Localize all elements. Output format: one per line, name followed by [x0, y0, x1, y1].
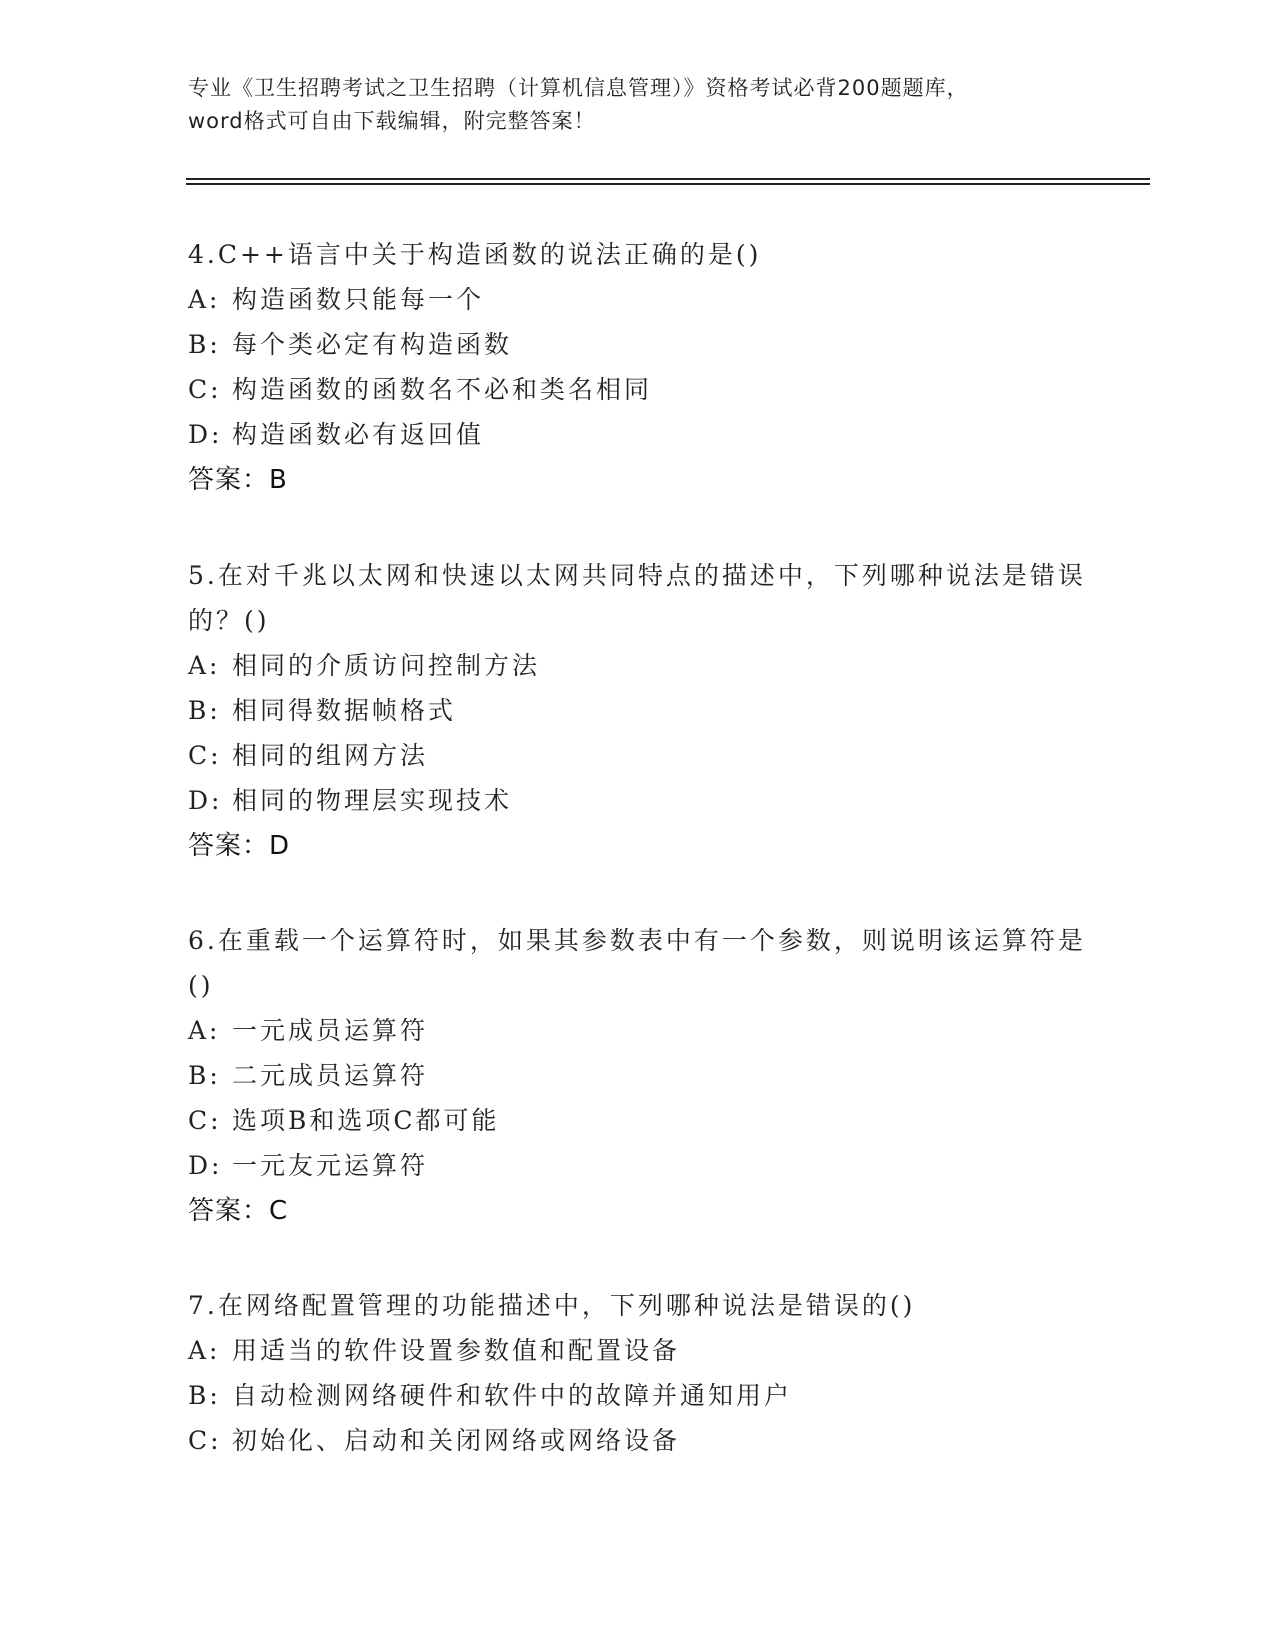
header-line-2: word格式可自由下载编辑，附完整答案！: [188, 109, 596, 133]
question-stem: 7.在网络配置管理的功能描述中，下列哪种说法是错误的(): [188, 1291, 916, 1320]
option-text: 相同得数据帧格式: [232, 696, 457, 725]
option-text: 选项B和选项C都可能: [232, 1106, 500, 1135]
option-text: 构造函数只能每一个: [232, 285, 485, 314]
option-c: [188, 1418, 1088, 1463]
document-header: [188, 72, 1148, 138]
option-letter: A:: [188, 651, 221, 680]
option-text: 二元成员运算符: [232, 1061, 429, 1090]
option-text: 一元成员运算符: [232, 1016, 429, 1045]
option-letter: C:: [188, 375, 222, 404]
header-divider-bottom: [186, 183, 1150, 185]
option-b: [188, 1053, 1088, 1098]
option-text: 自动检测网络硬件和软件中的故障并通知用户: [232, 1381, 793, 1410]
option-text: 初始化、启动和关闭网络或网络设备: [232, 1426, 681, 1455]
option-text: 构造函数必有返回值: [232, 420, 485, 449]
question-stem: 5.在对千兆以太网和快速以太网共同特点的描述中，下列哪种说法是错误的？(): [188, 561, 1086, 635]
option-d: [188, 1143, 1088, 1188]
option-letter: A:: [188, 1016, 221, 1045]
header-line-1: 专业《卫生招聘考试之卫生招聘（计算机信息管理）》资格考试必背200题题库，: [188, 76, 969, 100]
option-d: [188, 778, 1088, 823]
option-b: [188, 322, 1088, 367]
option-letter: D:: [188, 786, 223, 815]
answer-label: 答案：D: [188, 831, 291, 861]
option-letter: D:: [188, 1151, 223, 1180]
option-text: 相同的物理层实现技术: [232, 786, 513, 815]
option-a: [188, 643, 1088, 688]
option-letter: C:: [188, 1106, 222, 1135]
question-7: [188, 1283, 1088, 1463]
option-letter: B:: [188, 1381, 221, 1410]
question-stem: 6.在重载一个运算符时，如果其参数表中有一个参数，则说明该运算符是(): [188, 926, 1086, 1000]
question-4: [188, 232, 1088, 503]
option-letter: D:: [188, 420, 223, 449]
option-text: 一元友元运算符: [232, 1151, 429, 1180]
option-letter: B:: [188, 696, 221, 725]
option-text: 相同的组网方法: [232, 741, 429, 770]
option-b: [188, 688, 1088, 733]
option-a: [188, 1008, 1088, 1053]
option-text: 用适当的软件设置参数值和配置设备: [232, 1336, 681, 1365]
option-letter: B:: [188, 1061, 221, 1090]
option-c: [188, 367, 1088, 412]
option-c: [188, 733, 1088, 778]
option-b: [188, 1373, 1088, 1418]
option-a: [188, 1328, 1088, 1373]
option-text: 每个类必定有构造函数: [232, 330, 513, 359]
option-text: 相同的介质访问控制方法: [232, 651, 541, 680]
question-6: [188, 918, 1088, 1234]
option-letter: A:: [188, 285, 221, 314]
option-letter: A:: [188, 1336, 221, 1365]
header-divider-top: [186, 178, 1150, 180]
question-stem: 4.C++语言中关于构造函数的说法正确的是(): [188, 240, 762, 269]
answer-label: 答案：C: [188, 1196, 289, 1226]
option-c: [188, 1098, 1088, 1143]
option-a: [188, 277, 1088, 322]
option-letter: B:: [188, 330, 221, 359]
option-text: 构造函数的函数名不必和类名相同: [232, 375, 653, 404]
answer-label: 答案：B: [188, 465, 288, 495]
option-letter: C:: [188, 1426, 222, 1455]
option-letter: C:: [188, 741, 222, 770]
option-d: [188, 412, 1088, 457]
question-5: [188, 553, 1088, 869]
